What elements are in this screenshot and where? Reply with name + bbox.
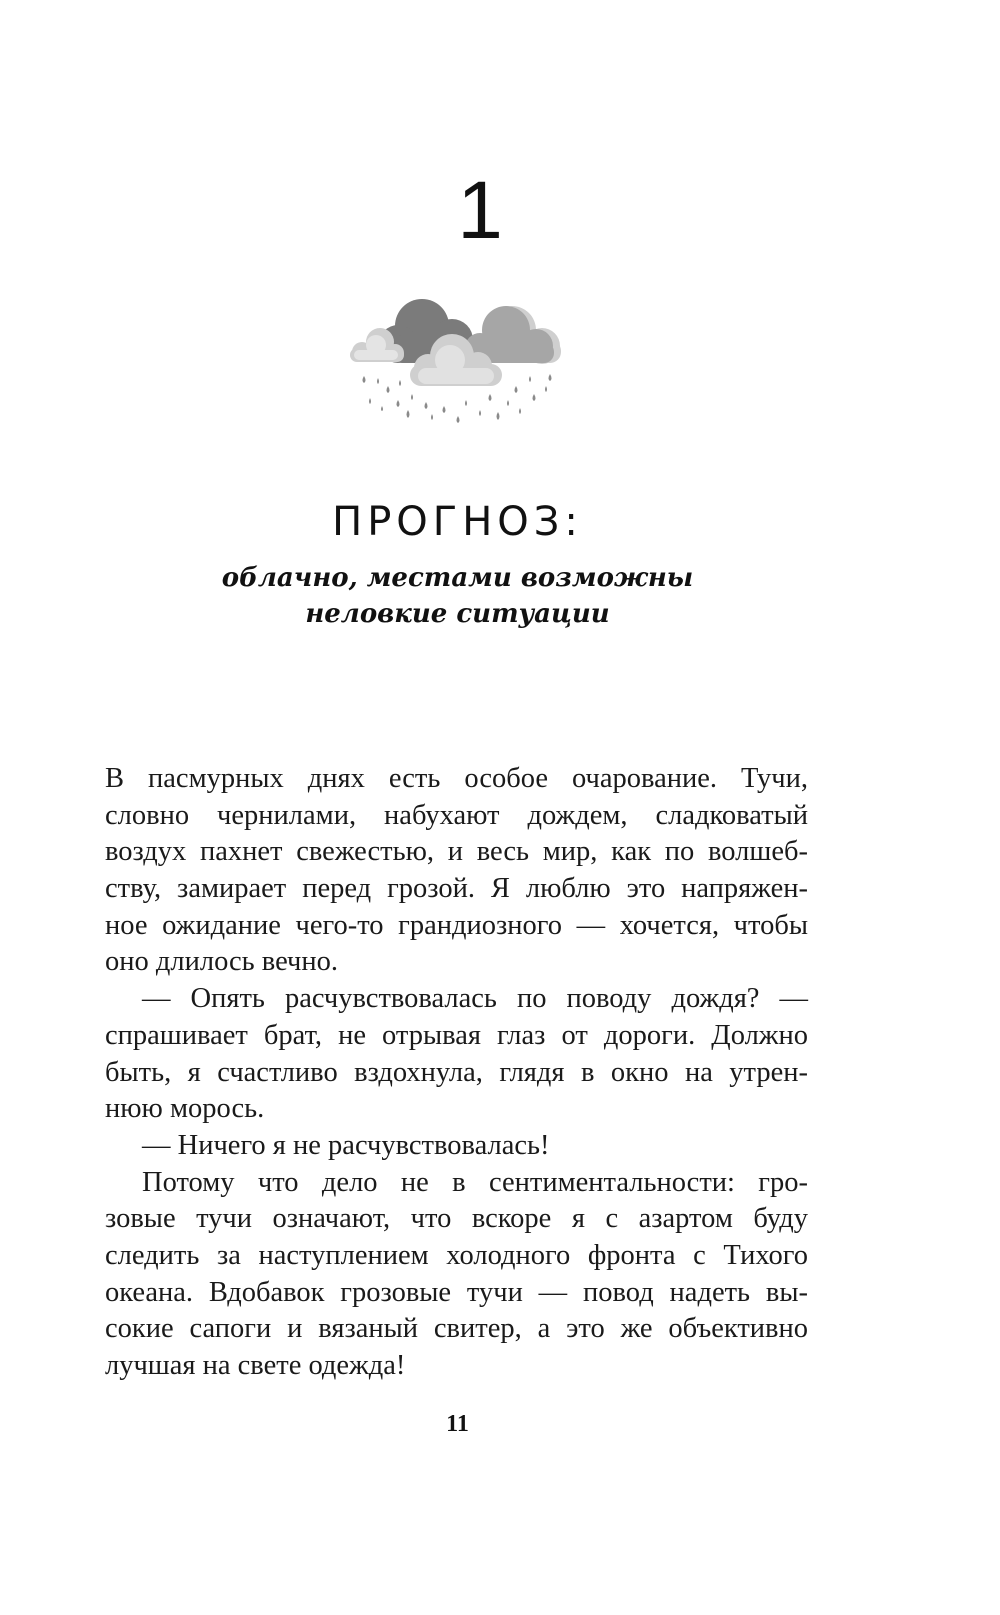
text-line: оно длилось вечно. — [105, 946, 338, 978]
text-line: нюю морось. — [105, 1093, 265, 1125]
text-line: — Ничего я не расчувствовалась! — [142, 1129, 550, 1161]
text-line: океана. Вдобавок грозовые тучи — повод надеть вы- — [105, 1276, 808, 1308]
text-line: В пасмурных днях есть особое очарование. Тучи, — [105, 763, 808, 794]
text-line: — Опять расчувствовалась по поводу дождя? — — [142, 983, 808, 1015]
text-line: лучшая на свете одежда! — [105, 1350, 406, 1381]
text-line: Потому что дело не в сентиментальности: гро- — [142, 1166, 808, 1198]
chapter-subtitle — [0, 560, 915, 632]
rain-clouds-icon — [340, 290, 570, 430]
subtitle-line: облачно, местами возможны — [221, 563, 694, 593]
text-line: воздух пахнет свежестью, и весь мир, как по волшеб- — [105, 836, 808, 868]
text-line: словно чернилами, набухают дождем, сладковатый — [105, 799, 808, 831]
page-number: 11 — [446, 1411, 469, 1437]
text-line: быть, я счастливо вздохнула, глядя в окно на утрен- — [105, 1056, 808, 1088]
text-line: спрашивает брат, не отрывая глаз от дороги. Должно — [105, 1019, 808, 1051]
body-text — [105, 761, 808, 1385]
text-line: ное ожидание чего-то грандиозного — хочется, чтобы — [105, 909, 808, 941]
text-line: зовые тучи означают, что вскоре я с азартом буду — [105, 1203, 808, 1235]
text-line: следить за наступлением холодного фронта с Тихого — [105, 1239, 808, 1271]
text-line: ству, замирает перед грозой. Я люблю это напряжен- — [105, 873, 808, 905]
chapter-number: 1 — [457, 165, 503, 256]
text-line: сокие сапоги и вязаный свитер, а это же объективно — [105, 1313, 808, 1345]
subtitle-line: неловкие ситуации — [305, 599, 610, 629]
chapter-title: ПРОГНОЗ: — [332, 499, 583, 545]
